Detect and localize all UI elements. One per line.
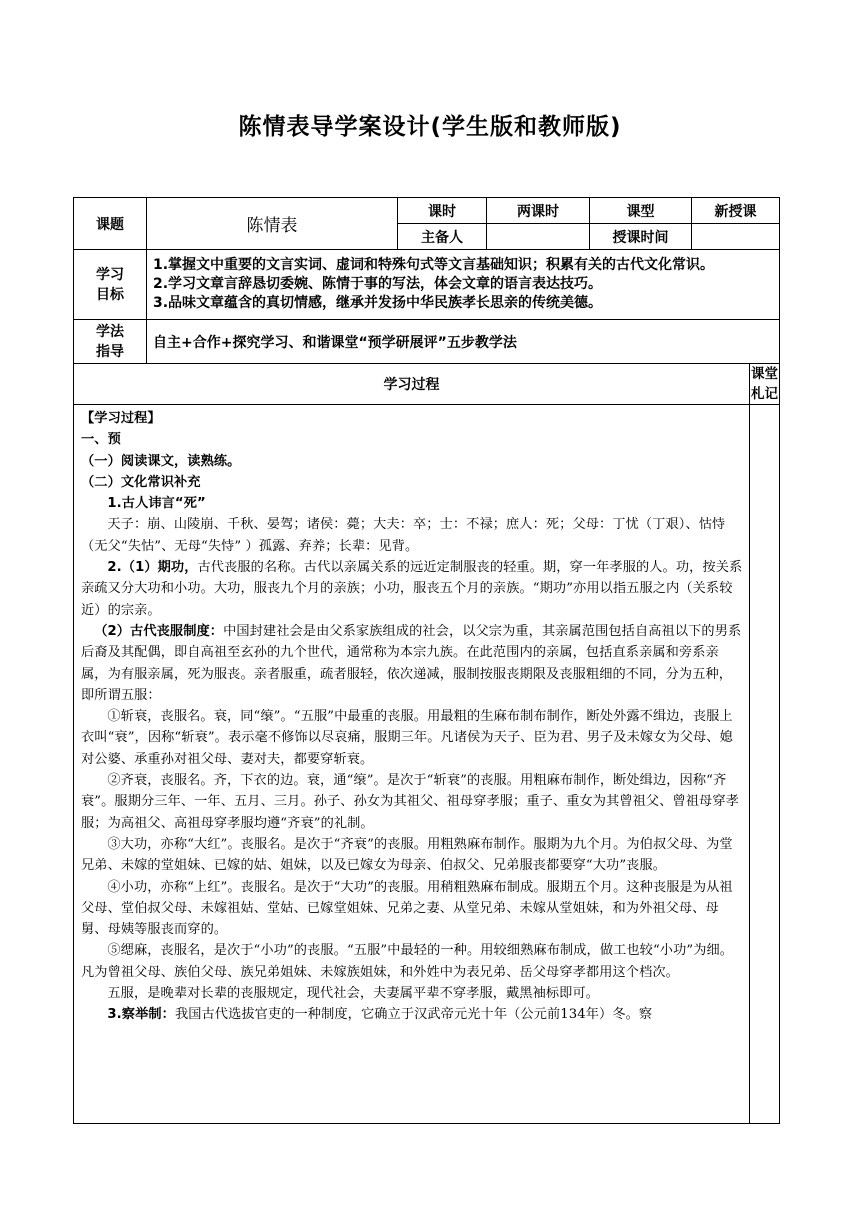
method-label-line-1: 学法	[96, 323, 124, 340]
preparer-value	[487, 224, 590, 250]
paragraph-lead: （2）古代丧服制度：	[94, 623, 224, 639]
process-body	[74, 405, 750, 1124]
notes-header	[750, 364, 780, 405]
type-label: 课型	[590, 198, 692, 224]
subsection-heading: 1.古人讳言“死”	[107, 496, 206, 512]
goals-label-line-2: 目标	[96, 286, 124, 303]
paragraph-text: 中国封建社会是由父系家族组成的社会，以父宗为重，其亲属范围包括自高祖以下的男系后裔及其配偶，即自高祖至玄孙的九个世代，通常称为本宗九族。在此范围内的亲属，包括直系亲属和旁系亲属，为有服亲属，死为服丧。亲者服重，疏者服轻，依次递减，服制按服丧期限及丧服粗细的不同，分为五种，即所谓五服：	[81, 623, 742, 703]
lesson-plan-table	[73, 197, 780, 1124]
paragraph: 五服，是晚辈对长辈的丧服规定，现代社会，夫妻属平辈不穿孝服，戴黑袖标即可。	[107, 986, 600, 1002]
paragraph-text: 古代丧服的名称。古代以亲属关系的远近定制服丧的轻重。期，穿一年孝服的人。功，按关系亲疏又分大功和小功。大功，服丧九个月的亲族；小功，服丧五个月的亲族。“期功”亦用以指五服之内（关系较近）的宗亲。	[81, 560, 743, 618]
goal-item: 3.品味文章蕴含的真切情感，继承并发扬中华民族孝长思亲的传统美德。	[153, 295, 603, 311]
teach-time-label: 授课时间	[590, 224, 692, 250]
paragraph: ④小功，亦称“上红”。丧服名。是次于“大功”的丧服。用稍粗熟麻布制成。服期五个月。这种丧服是为从祖父母、堂伯叔父母、未嫁祖姑、堂姑、已嫁堂姐妹、兄弟之妻、从堂兄弟、未嫁从堂姐妹，和为外祖父母、母舅、母姨等服丧而穿的。	[81, 879, 733, 938]
goals-list	[147, 250, 780, 320]
topic-label: 课题	[74, 198, 147, 250]
section-heading: 一、预	[81, 432, 121, 448]
page-title: 陈情表导学案设计(学生版和教师版)	[238, 114, 622, 140]
process-content	[81, 408, 743, 1026]
paragraph: ⑤缌麻，丧服名，是次于“小功”的丧服。“五服”中最轻的一种。用较细熟麻布制成，做工也较“小功”为细。凡为曾祖父母、族伯父母、族兄弟姐妹、未嫁族姐妹，和外姓中为表兄弟、岳父母穿孝都用这个档次。	[81, 943, 734, 980]
section-heading: 【学习过程】	[81, 411, 161, 426]
teach-time-value	[692, 224, 780, 250]
goal-item: 2.学习文章言辞恳切委婉、陈情于事的写法，体会文章的语言表达技巧。	[153, 276, 603, 292]
paragraph	[81, 1004, 743, 1025]
method-label	[74, 320, 147, 364]
hours-value: 两课时	[487, 198, 590, 224]
paragraph	[81, 557, 743, 621]
goal-item: 1.掌握文中重要的文言实词、虚词和特殊句式等文言基础知识；积累有关的古代文化常识。	[153, 257, 715, 273]
method-label-line-2: 指导	[96, 343, 124, 360]
type-value: 新授课	[692, 198, 780, 224]
preparer-label: 主备人	[398, 224, 487, 250]
paragraph	[81, 621, 743, 706]
notes-header-line-1: 课堂	[751, 366, 778, 382]
goals-label-line-1: 学习	[96, 266, 124, 283]
notes-column	[750, 405, 780, 1124]
process-header: 学习过程	[74, 364, 750, 405]
hours-label: 课时	[398, 198, 487, 224]
paragraph: ③大功，亦称“大红”。丧服名。是次于“齐衰”的丧服。用粗熟麻布制作。服期为九个月。为伯叔父母、为堂兄弟、未嫁的堂姐妹、已嫁的姑、姐妹，以及已嫁女为母亲、伯叔父、兄弟服丧都要穿“大功”丧服。	[81, 836, 733, 874]
notes-header-line-2: 札记	[751, 386, 778, 402]
method-value: 自主+合作+探究学习、和谐课堂“预学研展评”五步教学法	[147, 320, 780, 364]
section-heading: （二）文化常识补充	[81, 474, 201, 490]
paragraph-lead: 3.察举制：	[107, 1007, 175, 1023]
paragraph-lead: 2.（1）期功，	[107, 560, 198, 576]
paragraph: 天子：崩、山陵崩、千秋、晏驾；诸侯：薨；大夫：卒；士：不禄；庶人：死；父母：丁忧（丁艰）、怙恃（无父“失怙”、无母“失恃” ）孤露、弃养；长辈：见背。	[81, 517, 726, 554]
paragraph: ②齐衰，丧服名。齐，下衣的边。衰，通“缞”。是次于“斩衰”的丧服。用粗麻布制作，断处缉边，因称“齐衰”。服期分三年、一年、五月、三月。孙子、孙女为其祖父、祖母穿孝服；重子、重女为其曾祖父、曾祖母穿孝服；为高祖父、高祖母穿孝服均遵“齐衰”的礼制。	[81, 773, 739, 831]
paragraph: ①斩衰，丧服名。衰，同“缞”。“五服”中最重的丧服。用最粗的生麻布制布制作，断处外露不缉边，丧服上衣叫“衰”，因称“斩衰”。表示毫不修饰以尽哀痛，服期三年。凡诸侯为天子、臣为君、男子及未嫁女为父母、媳对公婆、承重孙对祖父母、妻对夫，都要穿斩衰。	[81, 709, 733, 767]
goals-label	[74, 250, 147, 320]
topic-value: 陈情表	[147, 198, 398, 250]
paragraph-text: 我国古代选拔官吏的一种制度，它确立于汉武帝元光十年（公元前134年）冬。察	[174, 1007, 653, 1023]
section-heading: （一）阅读课文，读熟练。	[81, 453, 241, 469]
